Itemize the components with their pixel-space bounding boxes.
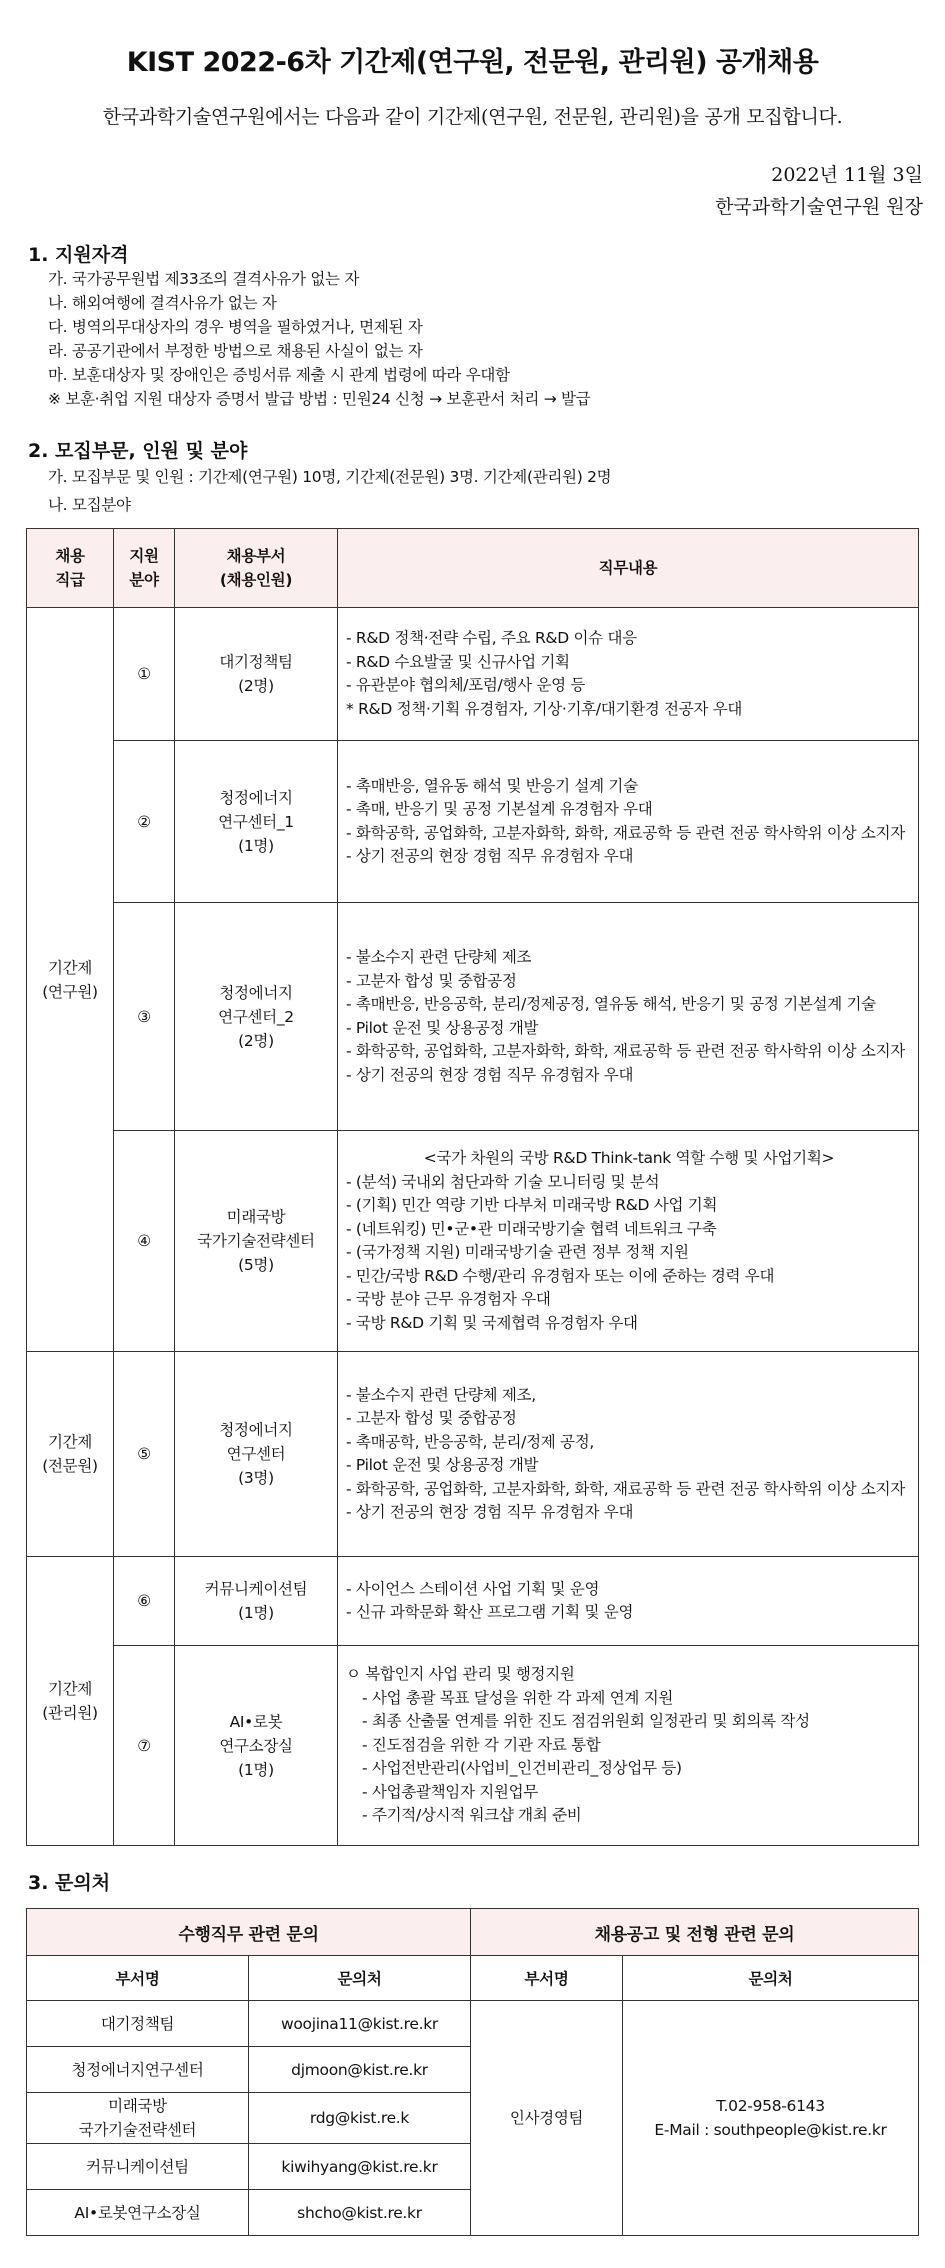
duty-line: - (기획) 민간 역량 기반 다부처 미래국방 R&D 사업 기획 — [346, 1196, 718, 1214]
job-inquiry-header: 수행직무 관련 문의 — [27, 1909, 471, 1956]
header-type-text: 채용 직급 — [55, 547, 85, 589]
contact-email[interactable]: kiwihyang@kist.re.kr — [249, 2144, 471, 2190]
type-label: 기간제 (전문원) — [42, 1433, 98, 1475]
contact-dept: 청정에너지연구센터 — [27, 2047, 249, 2093]
contact-email[interactable]: rdg@kist.re.k — [249, 2093, 471, 2144]
type-cell-researcher — [27, 608, 114, 1352]
dept-label: 청정에너지 연구센터_2 (2명) — [218, 983, 294, 1050]
recruitment-inquiry-header: 채용공고 및 전형 관련 문의 — [471, 1909, 919, 1956]
contact-dept: AI•로봇연구소장실 — [27, 2190, 249, 2236]
duty-line: - 촉매반응, 열유동 해석 및 반응기 설계 기술 — [346, 776, 638, 795]
header-dept-text: 채용부서 (채용인원) — [219, 547, 293, 589]
dept-cell — [175, 903, 338, 1131]
dept-cell — [175, 1352, 338, 1557]
field-number: ⑦ — [114, 1646, 175, 1846]
hr-contact — [623, 2001, 919, 2236]
intro-text: 한국과학기술연구원에서는 다음과 같이 기간제(연구원, 전문원, 관리원)을 공개 모집합니다. — [102, 106, 843, 128]
duty-line: - R&D 수요발굴 및 신규사업 기획 — [346, 652, 570, 671]
duty-cell — [338, 1131, 919, 1352]
dept-cell — [175, 1646, 338, 1846]
duty-line: - 사업전반관리(사업비_인건비관리_정상업무 등) — [362, 1759, 682, 1778]
duty-line: ㅇ 복합인지 사업 관리 및 행정지원 — [346, 1665, 575, 1684]
header-type — [27, 529, 114, 608]
duty-cell — [338, 903, 919, 1131]
qualification-item: 가. 국가공무원법 제33조의 결격사유가 없는 자 — [48, 270, 360, 288]
duty-cell — [338, 741, 919, 903]
contact-column-header: 문의처 — [249, 1956, 471, 2001]
duty-cell — [338, 608, 919, 741]
header-field — [114, 529, 175, 608]
dept-cell — [175, 741, 338, 903]
duty-line: - 사업 총괄 목표 달성을 위한 각 과제 연계 지원 — [362, 1688, 674, 1707]
field-number: ④ — [114, 1131, 175, 1352]
contact-dept — [27, 2093, 249, 2144]
duty-line: - 불소수지 관련 단량체 제조, — [346, 1385, 536, 1404]
duty-line: - (네트워킹) 민•군•관 미래국방기술 협력 네트워크 구축 — [346, 1219, 717, 1238]
contact-column-header: 문의처 — [623, 1956, 919, 2001]
duty-line: * R&D 정책·기획 유경험자, 기상·기후/대기환경 전공자 우대 — [346, 699, 743, 718]
contact-email[interactable]: djmoon@kist.re.kr — [249, 2047, 471, 2093]
qualification-item: 다. 병역의무대상자의 경우 병역을 필하였거나, 면제된 자 — [48, 318, 423, 336]
qualification-item: 마. 보훈대상자 및 장애인은 증빙서류 제출 시 관계 법령에 따라 우대함 — [48, 366, 510, 384]
dept-column-header: 부서명 — [471, 1956, 623, 2001]
duty-line: - 신규 과학문화 확산 프로그램 기획 및 운영 — [346, 1603, 634, 1621]
duty-line: - 최종 산출물 연계를 위한 진도 점검위원회 일정관리 및 회의록 작성 — [362, 1712, 810, 1731]
dept-label: 청정에너지 연구센터 (3명) — [219, 1421, 293, 1487]
duty-cell — [338, 1557, 919, 1646]
section-3-heading: 3. 문의처 — [28, 1872, 111, 1894]
duty-line: - (분석) 국내외 첨단과학 기술 모니터링 및 분석 — [346, 1172, 660, 1191]
contact-dept-label: 미래국방 국가기술전략센터 — [78, 2097, 197, 2139]
section-1-heading: 1. 지원자격 — [28, 244, 129, 266]
duty-line: - 유관분야 협의체/포럼/행사 운영 등 — [346, 676, 586, 694]
dept-cell — [175, 1131, 338, 1352]
contact-email[interactable]: woojina11@kist.re.kr — [249, 2001, 471, 2047]
duty-line: - 상기 전공의 현장 경험 직무 유경험자 우대 — [346, 1065, 634, 1084]
duty-line: - 사이언스 스테이션 사업 기획 및 운영 — [346, 1579, 600, 1598]
duty-line: - Pilot 운전 및 상용공정 개발 — [346, 1018, 539, 1037]
duty-line: - 상기 전공의 현장 경험 직무 유경험자 우대 — [346, 847, 634, 865]
field-number: ⑤ — [114, 1352, 175, 1557]
field-number: ② — [114, 741, 175, 903]
issuing-organization: 한국과학기술연구원 원장 — [715, 196, 923, 218]
dept-label: 미래국방 국가기술전략센터 (5명) — [197, 1208, 315, 1274]
duty-line: - 불소수지 관련 단량체 제조 — [346, 948, 532, 966]
qualification-item: 나. 해외여행에 결격사유가 없는 자 — [48, 294, 277, 312]
qualification-item: 라. 공공기관에서 부정한 방법으로 채용된 사실이 없는 자 — [48, 342, 423, 360]
dept-column-header: 부서명 — [27, 1956, 249, 2001]
contact-email[interactable]: shcho@kist.re.kr — [249, 2190, 471, 2236]
contact-dept: 커뮤니케이션팀 — [27, 2144, 249, 2190]
duty-line: - (국가정책 지원) 미래국방기술 관련 정부 정책 지원 — [346, 1243, 689, 1261]
duty-line: - 고분자 합성 및 중합공정 — [346, 1409, 517, 1427]
duty-line: - 국방 분야 근무 유경험자 우대 — [346, 1290, 551, 1308]
duty-line: - 화학공학, 공업화학, 고분자화학, 화학, 재료공학 등 관련 전공 학사학위 이상 소지자 — [346, 1042, 905, 1060]
qualification-note: ※ 보훈·취업 지원 대상자 증명서 발급 방법 : 민원24 신청 → 보훈관서 처리 → 발급 — [48, 390, 591, 408]
type-label: 기간제 (연구원) — [42, 958, 98, 1001]
duty-cell — [338, 1646, 919, 1846]
posting-date: 2022년 11월 3일 — [771, 164, 923, 186]
duty-line: - Pilot 운전 및 상용공정 개발 — [346, 1456, 539, 1474]
contact-dept: 대기정책팀 — [27, 2001, 249, 2047]
header-dept — [175, 529, 338, 608]
duty-line: - 촉매, 반응기 및 공정 기본설계 유경험자 우대 — [346, 800, 653, 818]
hr-email[interactable]: E-Mail : southpeople@kist.re.kr — [654, 2121, 887, 2139]
duty-line: - 촉매반응, 반응공학, 분리/정제공정, 열유동 해석, 반응기 및 공정 기본설계 기술 — [346, 995, 876, 1013]
recruitment-table — [26, 528, 919, 1846]
recruitment-summary: 가. 모집부문 및 인원 : 기간제(연구원) 10명, 기간제(전문원) 3명. 기간제(관리원) 2명 — [48, 468, 612, 486]
type-label: 기간제 (관리원) — [42, 1680, 98, 1722]
section-2-heading: 2. 모집부문, 인원 및 분야 — [28, 440, 248, 462]
type-cell-specialist — [27, 1352, 114, 1557]
hr-phone: T.02-958-6143 — [716, 2097, 825, 2115]
dept-cell — [175, 608, 338, 741]
duty-line: - 주기적/상시적 워크샵 개최 준비 — [362, 1806, 582, 1825]
type-cell-administrator — [27, 1557, 114, 1846]
duty-line: - 고분자 합성 및 중합공정 — [346, 971, 517, 990]
duty-line: - 화학공학, 공업화학, 고분자화학, 화학, 재료공학 등 관련 전공 학사학위 이상 소지자 — [346, 823, 905, 842]
duty-line: - 민간/국방 R&D 수행/관리 유경험자 또는 이에 준하는 경력 우대 — [346, 1266, 775, 1285]
dept-label: 청정에너지 연구센터_1 (1명) — [218, 788, 294, 855]
field-number: ③ — [114, 903, 175, 1131]
document-title: KIST 2022-6차 기간제(연구원, 전문원, 관리원) 공개채용 — [126, 47, 819, 78]
field-number: ① — [114, 608, 175, 741]
duty-line: - 촉매공학, 반응공학, 분리/정제 공정, — [346, 1432, 595, 1451]
dept-label: AI•로봇 연구소장실 (1명) — [219, 1712, 293, 1779]
header-field-text: 지원 분야 — [129, 547, 159, 589]
duty-line: - 사업총괄책임자 지원업무 — [362, 1782, 538, 1801]
field-number: ⑥ — [114, 1557, 175, 1646]
dept-label: 커뮤니케이션팀 (1명) — [204, 1580, 308, 1622]
duty-line: - R&D 정책·전략 수립, 주요 R&D 이슈 대응 — [346, 629, 637, 647]
hr-dept: 인사경영팀 — [471, 2001, 623, 2236]
duty-line: <국가 차원의 국방 R&D Think-tank 역할 수행 및 사업기획> — [423, 1149, 835, 1167]
header-duty-text: 직무내용 — [598, 559, 658, 577]
dept-cell — [175, 1557, 338, 1646]
duty-cell — [338, 1352, 919, 1557]
dept-label: 대기정책팀 (2명) — [219, 653, 293, 695]
duty-line: - 진도점검을 위한 각 기관 자료 통합 — [362, 1735, 601, 1754]
duty-line: - 국방 R&D 기획 및 국제협력 유경험자 우대 — [346, 1313, 638, 1332]
duty-line: - 상기 전공의 현장 경험 직무 유경험자 우대 — [346, 1503, 634, 1521]
header-duty — [338, 529, 919, 608]
duty-line: - 화학공학, 공업화학, 고분자화학, 화학, 재료공학 등 관련 전공 학사학위 이상 소지자 — [346, 1479, 905, 1498]
contact-table — [26, 1908, 919, 2236]
recruitment-field-label: 나. 모집분야 — [48, 496, 131, 514]
